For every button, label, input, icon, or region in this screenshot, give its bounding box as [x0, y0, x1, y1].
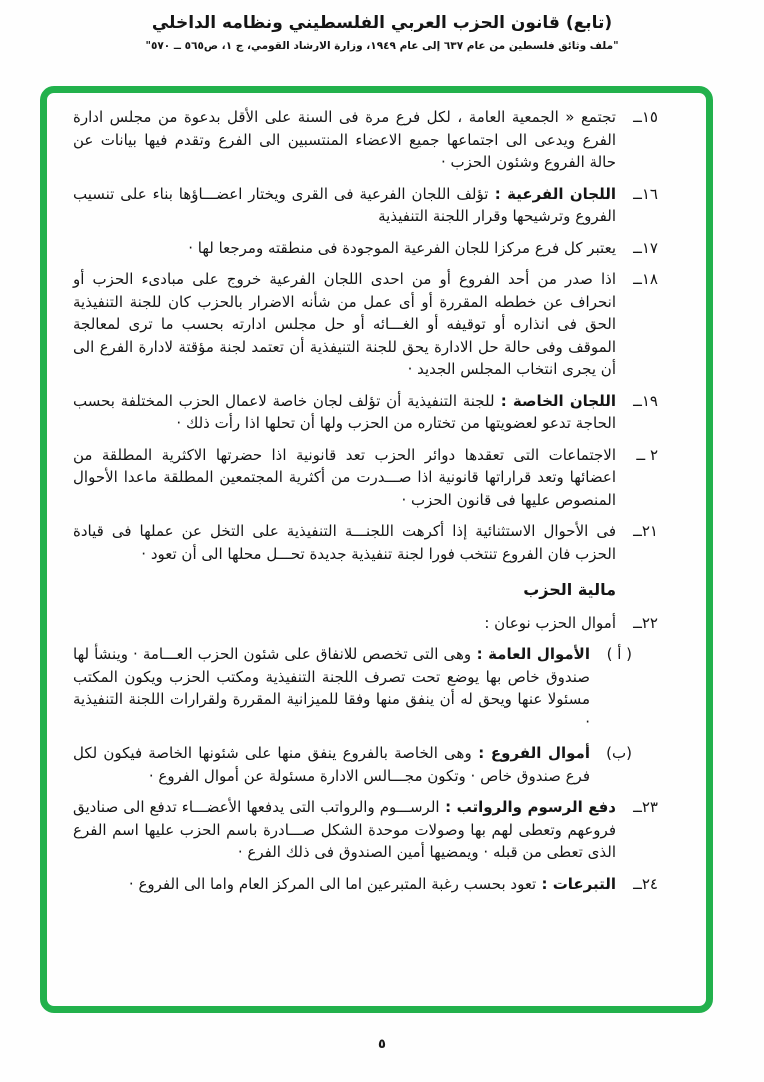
article-15 — [73, 106, 658, 174]
article-number: ١٨ــ — [633, 270, 658, 288]
document-header — [0, 0, 764, 52]
article-text: الاجتماعات التى تعقدها دوائر الحزب تعد قانونية اذا حضرتها الاكثرية المطلقة من اعضائها وتعد قراراتها قانونية اذا صـــدرت من أكثرية المجتمعين المطلقة ماعدا الأحوال المنصوص عليها فى قانون الحزب · — [73, 445, 616, 509]
article-lead: التبرعات : — [536, 874, 616, 893]
article-number: ٢٢ــ — [633, 613, 658, 632]
article-text: يعتبر كل فرع مركزا للجان الفرعية الموجودة فى منطقته ومرجعا لها · — [188, 238, 616, 257]
article-text: للجنة التنفيذية أن تؤلف لجان خاصة لاعمال الحزب المختلفة بحسب الحاجة تدعو لعضويتها من تختاره من الحزب ولها أن تحلها اذا رأت ذلك · — [73, 391, 616, 432]
article-text: الرســـوم والرواتب التى يدفعها الأعضـــاء تدفع الى صناديق فروعهم وتعطى لهم بها وصولات موحدة الشكل صـــادرة باسم الحزب عليها اسم الفرع الذى تعطى من قبله · ويمضيها أمين الصندوق فى ذلك الفرع · — [73, 798, 616, 861]
article-18 — [73, 268, 658, 381]
article-text: أموال الحزب نوعان : — [484, 613, 616, 632]
article-22-sub-a — [73, 643, 658, 733]
article-number: ٢٣ــ — [633, 798, 658, 816]
article-lead: اللجان الخاصة : — [494, 391, 616, 410]
article-number: ٢ ــ — [636, 445, 658, 464]
article-lead: دفع الرسوم والرواتب : — [439, 798, 616, 816]
green-highlight-box — [40, 86, 713, 1013]
document-source-citation: "ملف وثائق فلسطين من عام ٦٣٧ إلى عام ١٩٤٩، وزارة الارشاد القومي، ج ١، ص٥٦٥ ــ ٥٧٠" — [145, 40, 619, 52]
article-text: تؤلف اللجان الفرعية فى القرى ويختار اعضـــاؤها بناء على تنسيب الفروع وترشيحها وقرار اللجنة التنفيذية — [73, 184, 616, 225]
article-number: ١٦ــ — [633, 184, 658, 203]
sub-item-text: وهى الخاصة بالفروع ينفق منها على شئونها الخاصة فيكون لكل فرع صندوق خاص · وتكون مجـــالس الادارة مسئولة عن أموال الفروع · — [73, 744, 590, 785]
section-heading-party-finance: مالية الحزب — [523, 580, 616, 599]
article-number: ٢٤ــ — [633, 874, 658, 893]
article-number: ١٩ــ — [633, 391, 658, 410]
article-lead: اللجان الفرعية : — [488, 184, 616, 203]
article-text: فى الأحوال الاستثنائية إذا أكرهت اللجنـــة التنفيذية على التخل عن عملها فى قيادة الحزب فان الفروع تنتخب فورا لجنة تنفيذية جديدة تحـــل محلها الى أن تعود · — [73, 522, 616, 563]
article-23 — [73, 796, 658, 864]
sub-item-marker: ( أ ) — [606, 645, 632, 663]
article-number: ١٧ــ — [633, 238, 658, 257]
article-number: ١٥ــ — [633, 108, 658, 126]
sub-item-lead: أموال الفروع : — [471, 744, 590, 762]
article-20 — [73, 444, 658, 512]
article-text: اذا صدر من أحد الفروع أو من احدى اللجان الفرعية خروج على مبادىء الحزب أو انحراف عن خططه المقررة أو أى عمل من شأنه الاضرار بالحزب كان للجنة التنفيذية الحق فى انذاره أو توقيفه أو الغـــائه أو حل مجلس ادارته بحسب ما ترى لمعالجة الموقف وفى حالة حل الادارة يحق للجنة التنيفذية أن تعتمد لجنة مؤقتة لادارة الفرع الى أن يجرى انتخاب المجلس الجديد · — [73, 270, 616, 378]
article-22 — [73, 612, 658, 635]
article-24 — [73, 873, 658, 896]
article-21 — [73, 520, 658, 565]
article-number: ٢١ــ — [633, 522, 658, 540]
sub-item-lead: الأموال العامة : — [471, 645, 590, 663]
page-number: ٥ — [378, 1037, 386, 1052]
sub-item-text: وهى التى تخصص للانفاق على شئون الحزب العـــامة · وينشأ لها صندوق خاص بها يوضع تحت تصرف اللجنة التنفيذية ومكتب الحزب ويكون المكتب مسئولا عنها ويحق له أن ينفق منها وفقا للميزانية المقررة ولقرارات اللجنة التنفيذية · — [73, 645, 590, 731]
article-text: تعود بحسب رغبة المتبرعين اما الى المركز العام واما الى الفروع · — [128, 874, 537, 893]
article-text: تجتمع « الجمعية العامة ، لكل فرع مرة فى السنة على الأقل بدعوة من مجلس ادارة الفرع ويدعى الى اجتماعها جميع الاعضاء المنتسبين الى الفرع وتقدم فيها بيانات عن حالة الفروع وشئون الحزب · — [73, 108, 616, 171]
article-17 — [73, 237, 658, 260]
article-22-sub-b — [73, 742, 658, 787]
document-body — [47, 93, 706, 895]
article-19 — [73, 390, 658, 435]
document-title: (تابع) قانون الحزب العربي الفلسطيني ونظامه الداخلي — [151, 13, 613, 33]
sub-item-marker: (ب) — [606, 744, 632, 762]
article-16 — [73, 183, 658, 228]
